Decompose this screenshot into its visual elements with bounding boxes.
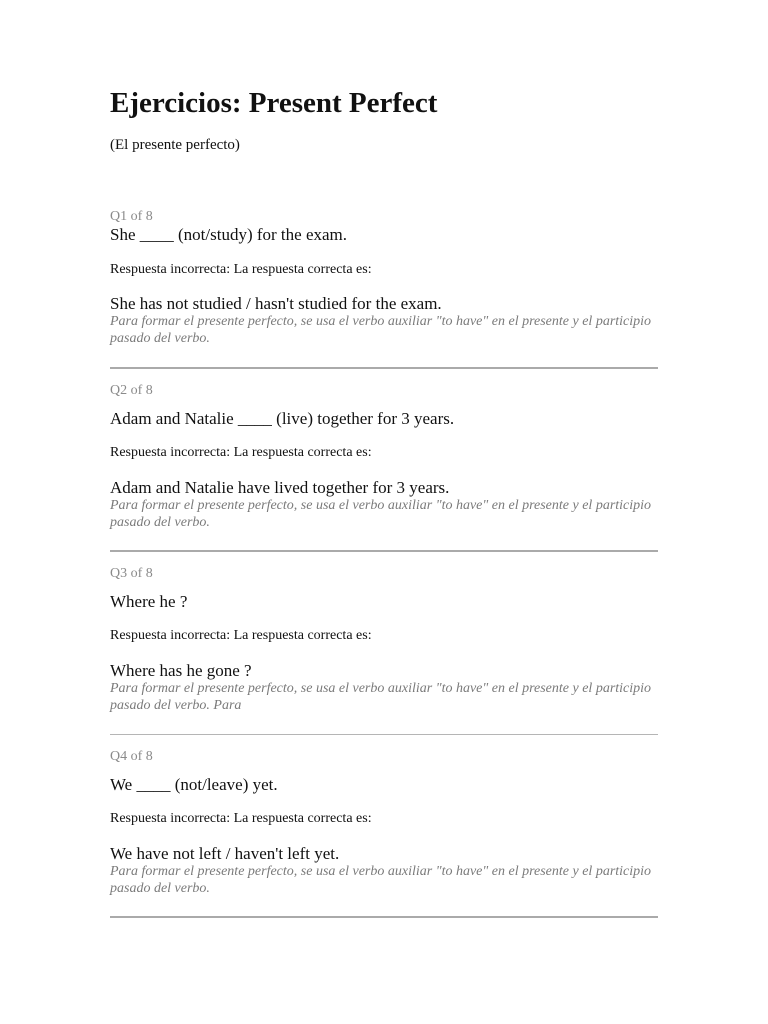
explanation-text: Para formar el presente perfecto, se usa el verbo auxiliar "to have" en el presente y el participio pasado del verbo. Para [110, 681, 652, 713]
feedback-text: Respuesta incorrecta: La respuesta correcta es: [110, 628, 372, 643]
page-title: Ejercicios: Present Perfect [110, 87, 438, 119]
question-divider [110, 550, 658, 552]
explanation-text: Para formar el presente perfecto, se usa el verbo auxiliar "to have" en el presente y el participio pasado del verbo. [110, 314, 652, 346]
question-number: Q4 of 8 [110, 749, 153, 764]
correct-answer: Where has he gone ? [110, 661, 252, 680]
question-text: She ____ (not/study) for the exam. [110, 225, 348, 244]
explanation-text: Para formar el presente perfecto, se usa el verbo auxiliar "to have" en el presente y el participio pasado del verbo. [110, 864, 652, 896]
correct-answer: Adam and Natalie have lived together for 3 years. [110, 478, 450, 497]
question-number: Q2 of 8 [110, 383, 153, 398]
question-text: We ____ (not/leave) yet. [110, 775, 278, 794]
question-text: Adam and Natalie ____ (live) together for 3 years. [110, 409, 455, 428]
feedback-text: Respuesta incorrecta: La respuesta correcta es: [110, 262, 372, 277]
question-text: Where he ? [110, 592, 188, 611]
question-divider [110, 367, 658, 369]
correct-answer: She has not studied / hasn't studied for the exam. [110, 294, 442, 313]
correct-answer: We have not left / haven't left yet. [110, 844, 340, 863]
feedback-text: Respuesta incorrecta: La respuesta correcta es: [110, 445, 372, 460]
feedback-text: Respuesta incorrecta: La respuesta correcta es: [110, 811, 372, 826]
question-divider [110, 916, 658, 918]
question-number: Q1 of 8 [110, 209, 153, 224]
question-number: Q3 of 8 [110, 566, 153, 581]
explanation-text: Para formar el presente perfecto, se usa el verbo auxiliar "to have" en el presente y el participio pasado del verbo. [110, 498, 652, 530]
question-divider [110, 734, 658, 735]
page-subtitle: (El presente perfecto) [110, 137, 240, 153]
